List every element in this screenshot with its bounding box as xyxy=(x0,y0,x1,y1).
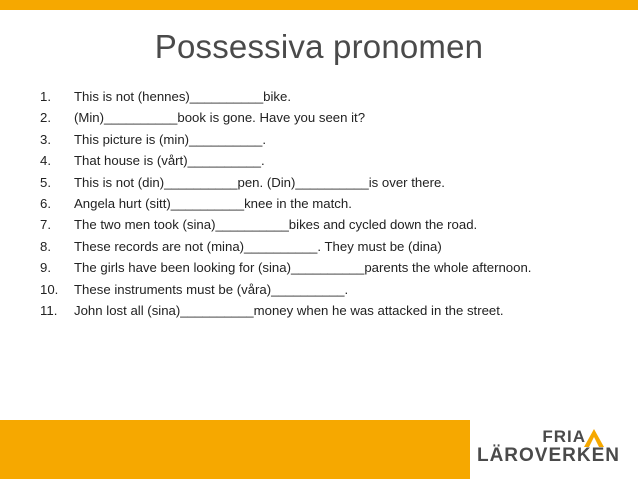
item-number: 3. xyxy=(40,131,51,147)
item-text: These instruments must be (våra)__________. xyxy=(74,281,349,297)
item-number: 5. xyxy=(40,174,51,190)
item-number: 7. xyxy=(40,217,51,233)
list-item xyxy=(40,150,620,171)
list-item xyxy=(40,279,620,300)
item-text: These records are not (mina)__________. They must be (dina) xyxy=(74,238,442,254)
fria-laroverken-logo xyxy=(470,420,638,479)
item-text: The two men took (sina)__________bikes and cycled down the road. xyxy=(74,217,478,233)
logo-line2: LÄROVERKEN xyxy=(476,445,620,466)
item-number: 11. xyxy=(40,303,58,319)
list-item xyxy=(40,86,620,107)
list-item xyxy=(40,214,620,235)
exercise-list xyxy=(40,86,620,321)
list-item xyxy=(40,129,620,150)
item-number: 2. xyxy=(40,110,51,126)
list-item xyxy=(40,107,620,128)
list-item xyxy=(40,257,620,278)
list-item xyxy=(40,172,620,193)
item-text: This is not (hennes)__________bike. xyxy=(74,89,292,104)
item-text: That house is (vårt)__________. xyxy=(74,153,265,169)
list-item xyxy=(40,236,620,257)
item-number: 10. xyxy=(40,281,59,297)
item-text: (Min)__________book is gone. Have you seen it? xyxy=(74,110,366,126)
top-accent-bar xyxy=(0,0,638,10)
logo-line1: FRIA xyxy=(542,427,586,446)
item-number: 8. xyxy=(40,238,51,254)
item-text: The girls have been looking for (sina)__________parents the whole afternoon. xyxy=(74,260,532,276)
item-number: 6. xyxy=(40,196,51,212)
item-text: This picture is (min)__________. xyxy=(74,131,267,147)
list-item xyxy=(40,300,620,321)
list-item xyxy=(40,193,620,214)
item-text: This is not (din)__________pen. (Din)__________is over there. xyxy=(74,174,445,190)
page-title: Possessiva pronomen xyxy=(154,28,484,65)
item-text: John lost all (sina)__________money when he was attacked in the street. xyxy=(74,303,504,319)
item-number: 1. xyxy=(40,89,51,104)
item-number: 4. xyxy=(40,153,51,169)
item-text: Angela hurt (sitt)__________knee in the match. xyxy=(74,196,352,212)
item-number: 9. xyxy=(40,260,51,276)
